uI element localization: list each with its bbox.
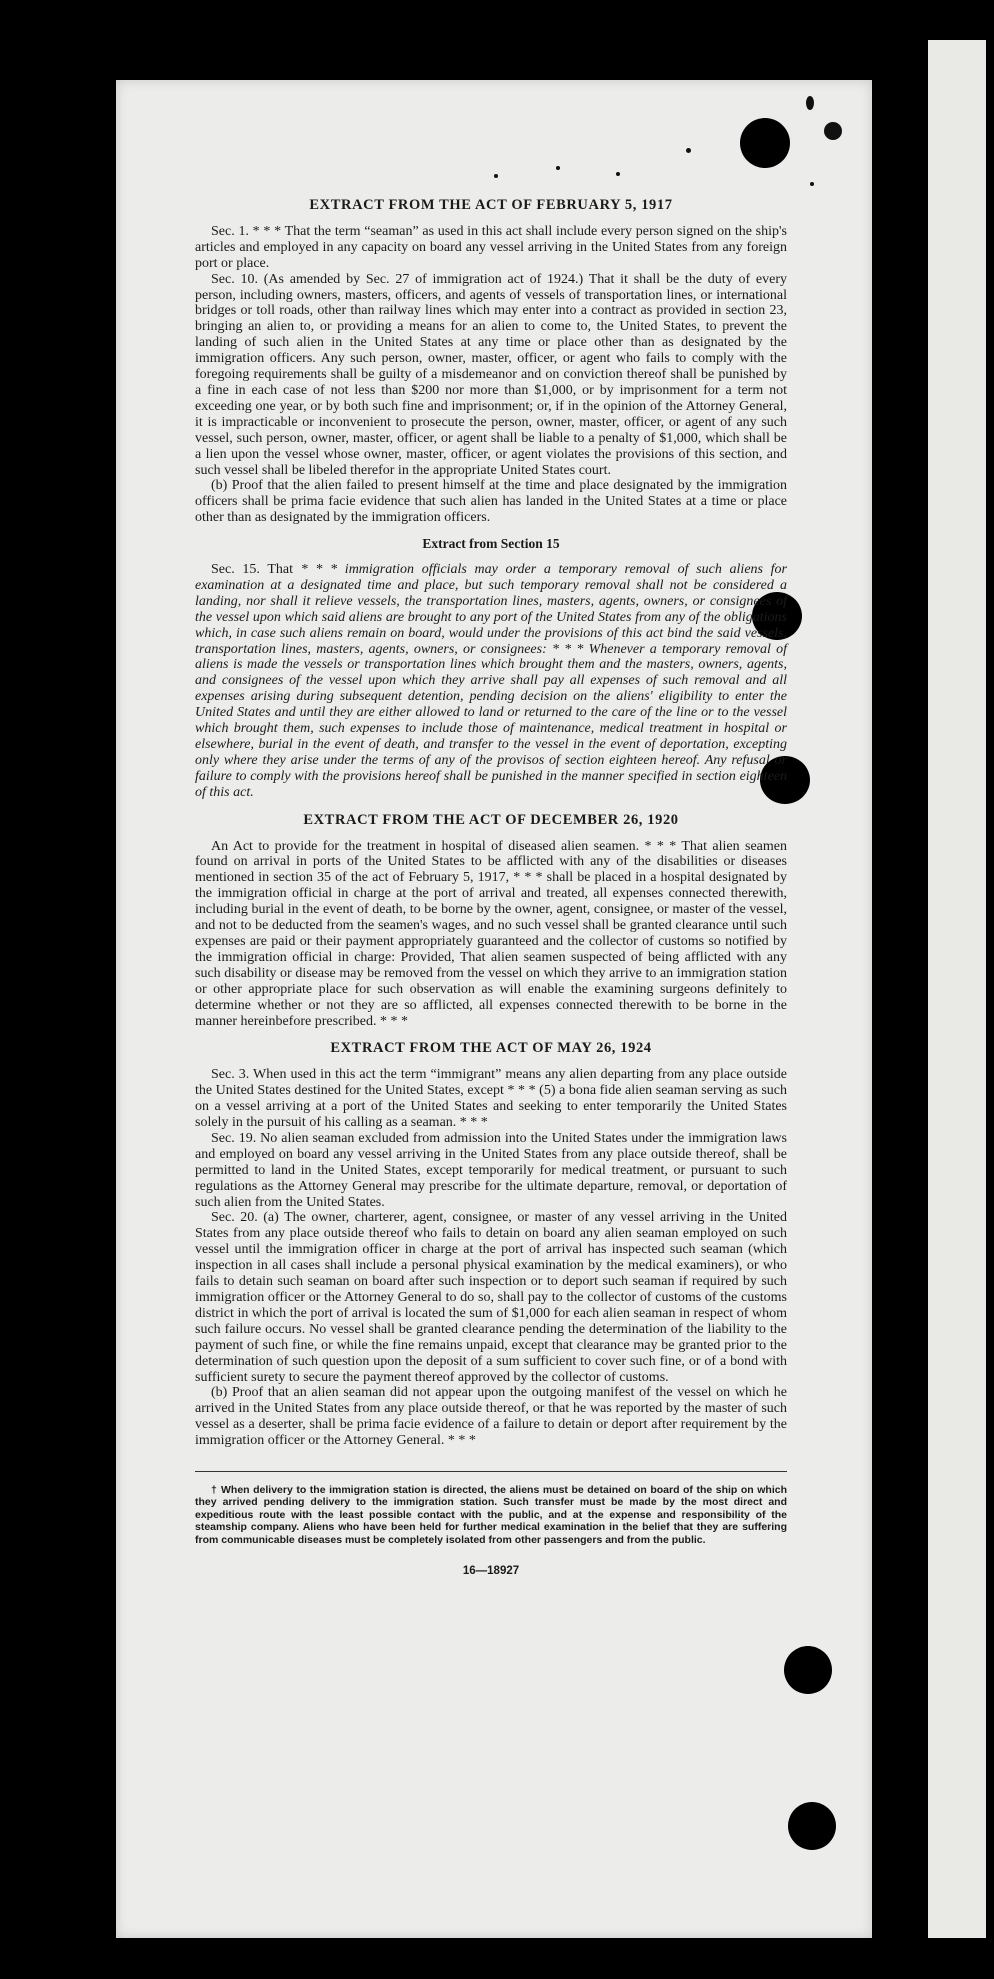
heading-act-1920: EXTRACT FROM THE ACT OF DECEMBER 26, 1920 [303, 811, 679, 828]
paragraph-act-1920: An Act to provide for the treatment in hospital of diseased alien seamen. * * * That alien seamen found on arrival in ports of the United States to be afflicted with any of the disabilities or diseases mentioned in section 35 of the act of February 5, 1917, * * * shall be placed in a hospital designated by the immigration official in charge at the port of arrival and treated, all expenses connected therewith, including burial in the event of death, to be borne by the owner, agent, consignee, or master of the vessel, and not to be deducted from the seamen's wages, and no such vessel shall be granted clearance until such expenses are paid or their payment appropriately guaranteed and the collector of customs so notified by the immigration official in charge: Provided, That alien seamen suspected of being afflicted with any such disability or disease may be removed from the vessel on which they arrive to an immigration station or other appropriate place for such observation as will enable the examining surgeons definitely to determine whether or not they are so afflicted, all expenses connected therewith to be borne in the manner hereinbefore prescribed. * * * [195, 838, 787, 1029]
paragraph-sec-20a: Sec. 20. (a) The owner, charterer, agent, consignee, or master of any vessel arriving in the United States from any place outside thereof who fails to detain on board any alien seaman employed on such vessel until the immigration officer in charge at the port of arrival has inspected such seaman (which inspection in all cases shall include a personal physical examination by the medical examiners), or who fails to detain such seaman on board after such inspection or to deport such seaman if required by such immigration officer or the Attorney General to do so, shall pay to the collector of customs of the customs district in which the port of arrival is located the sum of $1,000 for each alien seaman in respect of whom such failure occurs. No vessel shall be granted clearance pending the determination of the liability to the payment of such fine, or while the fine remains unpaid, except that clearance may be granted prior to the determination of such question upon the deposit of a sum sufficient to cover such fine, or of a bond with sufficient surety to secure the payment thereof approved by the collector of customs. [195, 1210, 787, 1385]
paragraph-sec-1: Sec. 1. * * * That the term “seaman” as used in this act shall include every person signed on the ship's articles and employed in any capacity on board any vessel arriving in the United States from any foreign port or place. [195, 223, 787, 271]
footnote: † When delivery to the immigration station is directed, the aliens must be detained on board of the ship on which they arrived pending delivery to the immigration station. Such transfer must be made by the most direct and expeditious route with the least possible contact with the public, and at the expense and responsibility of the steamship company. Aliens who have been held for further medical examination in the belief that they are suffering from communicable diseases must be completely isolated from other passengers and from the public. [195, 1484, 787, 1546]
paragraph-sec-10b: (b) Proof that the alien failed to present himself at the time and place designated by the immigration officers shall be prima facie evidence that such alien has landed in the United States at a time or place other than as designated by the immigration officers. [195, 478, 787, 526]
punch-hole-bottom [788, 1802, 836, 1850]
punch-hole-lower [784, 1646, 832, 1694]
heading-section-15: Extract from Section 15 [422, 536, 560, 552]
paragraph-sec-3: Sec. 3. When used in this act the term “immigrant” means any alien departing from any place outside the United States destined for the United States, except * * * (5) a bona fide alien seaman serving as such on a vessel arriving at a port of the United States and seeking to enter temporarily the United States solely in the pursuit of his calling as a seaman. * * * [195, 1067, 787, 1131]
form-number: 16—18927 [462, 1565, 520, 1578]
adjacent-page-strip [928, 40, 986, 1938]
scan-speck [806, 96, 814, 110]
scan-speck [616, 172, 620, 176]
scan-speck [686, 148, 691, 153]
scan-speck [494, 174, 498, 178]
paragraph-sec-10: Sec. 10. (As amended by Sec. 27 of immigration act of 1924.) That it shall be the duty of every person, including owners, masters, officers, and agents of vessels of transportation lines, or international bridges or toll roads, other than railway lines which may enter into a contract as provided in section 23, bringing an alien to, or providing a means for an alien to come to, the United States, to prevent the landing of such alien in the United States at any time or place other than as designated by the immigration officers. Any such person, owner, master, officer, or agent who fails to comply with the foregoing requirements shall be guilty of a misdemeanor and on conviction thereof shall be punished by a fine in each case of not less than $200 nor more than $1,000, or by imprisonment for a term not exceeding one year, or by both such fine and imprisonment; or, if in the opinion of the Attorney General, it is impracticable or inconvenient to prosecute the person, owner, master, officer, or agent of any such vessel, such person, owner, master, officer, or agent shall be liable to a penalty of $1,000, which shall be a lien upon the vessel whose owner, master, officer, or agent violates the provisions of this section, and such vessel shall be libeled therefor in the appropriate United States court. [195, 271, 787, 478]
scan-speck [810, 182, 814, 186]
scan-speck [824, 122, 842, 140]
sec-15-body: * * * immigration officials may order a temporary removal of such aliens for examination at a designated time and place, but such temporary removal shall not be considered a landing, nor shall it relieve vessels, the transportation lines, masters, agents, owners, or consignees of the vessel upon which said aliens are brought to any port of the United States from any of the obligations which, in case such aliens remain on board, would under the provisions of this act bind the said vessels, transportation lines, masters, agents, owners, or consignees: * * * Whenever a temporary removal of aliens is made the vessels or transportation lines which brought them and the masters, owners, agents, and consignees of the vessel upon which they arrive shall pay all expenses of such removal and all expenses arising during subsequent detention, pending decision on the aliens' eligibility to enter the United States and until they are either allowed to land or returned to the care of the line or to the vessel which brought them, such expenses to include those of maintenance, medical treatment in hospital or elsewhere, burial in the event of death, and transfer to the vessel in the event of deportation, excepting only where they arise under the terms of any of the provisos of section eighteen hereof. Any refusal or failure to comply with the provisions hereof shall be punished in the manner specified in section eighteen of this act. [195, 562, 788, 800]
heading-act-1924: EXTRACT FROM THE ACT OF MAY 26, 1924 [330, 1040, 652, 1057]
sec-15-intro: Sec. 15. That [211, 562, 294, 578]
punch-hole-top [740, 118, 790, 168]
paragraph-sec-15 [195, 562, 787, 801]
heading-act-1917: EXTRACT FROM THE ACT OF FEBRUARY 5, 1917 [309, 197, 673, 213]
document-text [195, 198, 787, 1580]
footnote-divider [195, 1471, 787, 1472]
paragraph-sec-20b: (b) Proof that an alien seaman did not appear upon the outgoing manifest of the vessel on which he arrived in the United States from any place outside thereof, or that he was reported by the master of such vessel as a deserter, shall be prima facie evidence of a failure to detain or deport after requirement by the immigration officer or the Attorney General. * * * [195, 1385, 787, 1449]
scan-speck [556, 166, 560, 170]
paragraph-sec-19: Sec. 19. No alien seaman excluded from admission into the United States under the immigration laws and employed on board any vessel arriving in the United States from any place outside thereof, shall be permitted to land in the United States, except temporarily for medical treatment, or pursuant to such regulations as the Attorney General may prescribe for the ultimate departure, removal, or deportation of such alien from the United States. [195, 1130, 787, 1210]
